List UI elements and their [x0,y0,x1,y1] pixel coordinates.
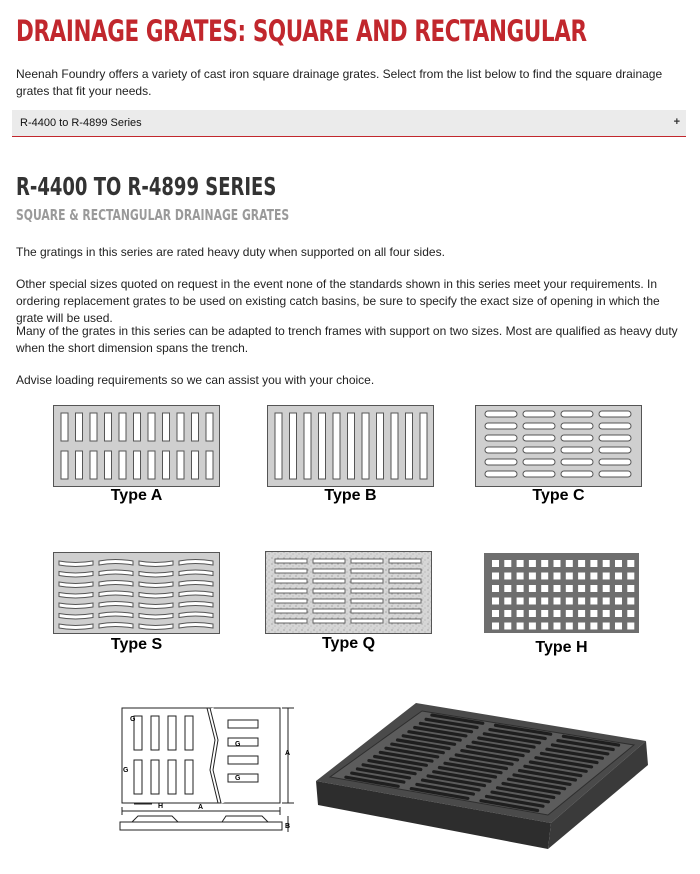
drawing-label-g-right-lower: G [235,775,241,782]
paragraph-trench-frames: Many of the grates in this series can be adapted to trench frames with support on two sizes. Most are qualified as heavy duty when the short dimension spans the trench. [16,324,678,355]
page-title: DRAINAGE GRATES: SQUARE AND RECTANGULAR [16,14,587,48]
section-subtitle: SQUARE & RECTANGULAR DRAINAGE GRATES [16,206,290,224]
type-s-label: Type S [110,636,163,653]
drawing-label-h: H [158,803,164,810]
accordion-r4400-series[interactable] [12,110,686,137]
grate-3d-render [316,703,664,850]
paragraph-loading: Advise loading requirements so we can assist you with your choice. [16,373,375,387]
type-b-grate-icon [267,405,434,487]
section-title: R-4400 TO R-4899 SERIES [16,172,277,201]
type-q-grate-icon [265,551,432,634]
drawing-label-b: B [285,823,291,830]
type-a-label: Type A [110,487,163,504]
type-c-grate-icon [475,405,642,487]
accordion-label: R-4400 to R-4899 Series [20,117,142,129]
paragraph-special-sizes: Other special sizes quoted on request in the event none of the standards shown in this series meet your requirements. In ordering replacement grates to be used on existing catch basins, be sure to specify the exact size of opening in which the grate will be used. [16,277,660,325]
drawing-label-g-side: G [123,767,129,774]
drawing-label-a-side: A [285,750,291,757]
drawing-label-a-bottom: A [198,804,204,811]
paragraph-heavy-duty: The gratings in this series are rated heavy duty when supported on all four sides. [16,245,445,259]
type-q-label: Type Q [321,635,376,652]
grate-dimension-drawing [112,700,302,842]
type-a-grate-icon [53,405,220,487]
type-b-label: Type B [324,487,377,504]
drawing-label-g-right: G [235,741,241,748]
type-c-label: Type C [532,487,585,504]
type-s-grate-icon [53,552,220,634]
type-h-grate-icon [484,553,639,633]
intro-text: Neenah Foundry offers a variety of cast iron square drainage grates. Select from the list below to find the square drainage grates that fit your needs. [16,67,663,98]
drawing-label-g-top: G [130,716,136,723]
type-h-label: Type H [535,639,588,656]
expand-plus-icon[interactable]: + [673,116,680,128]
